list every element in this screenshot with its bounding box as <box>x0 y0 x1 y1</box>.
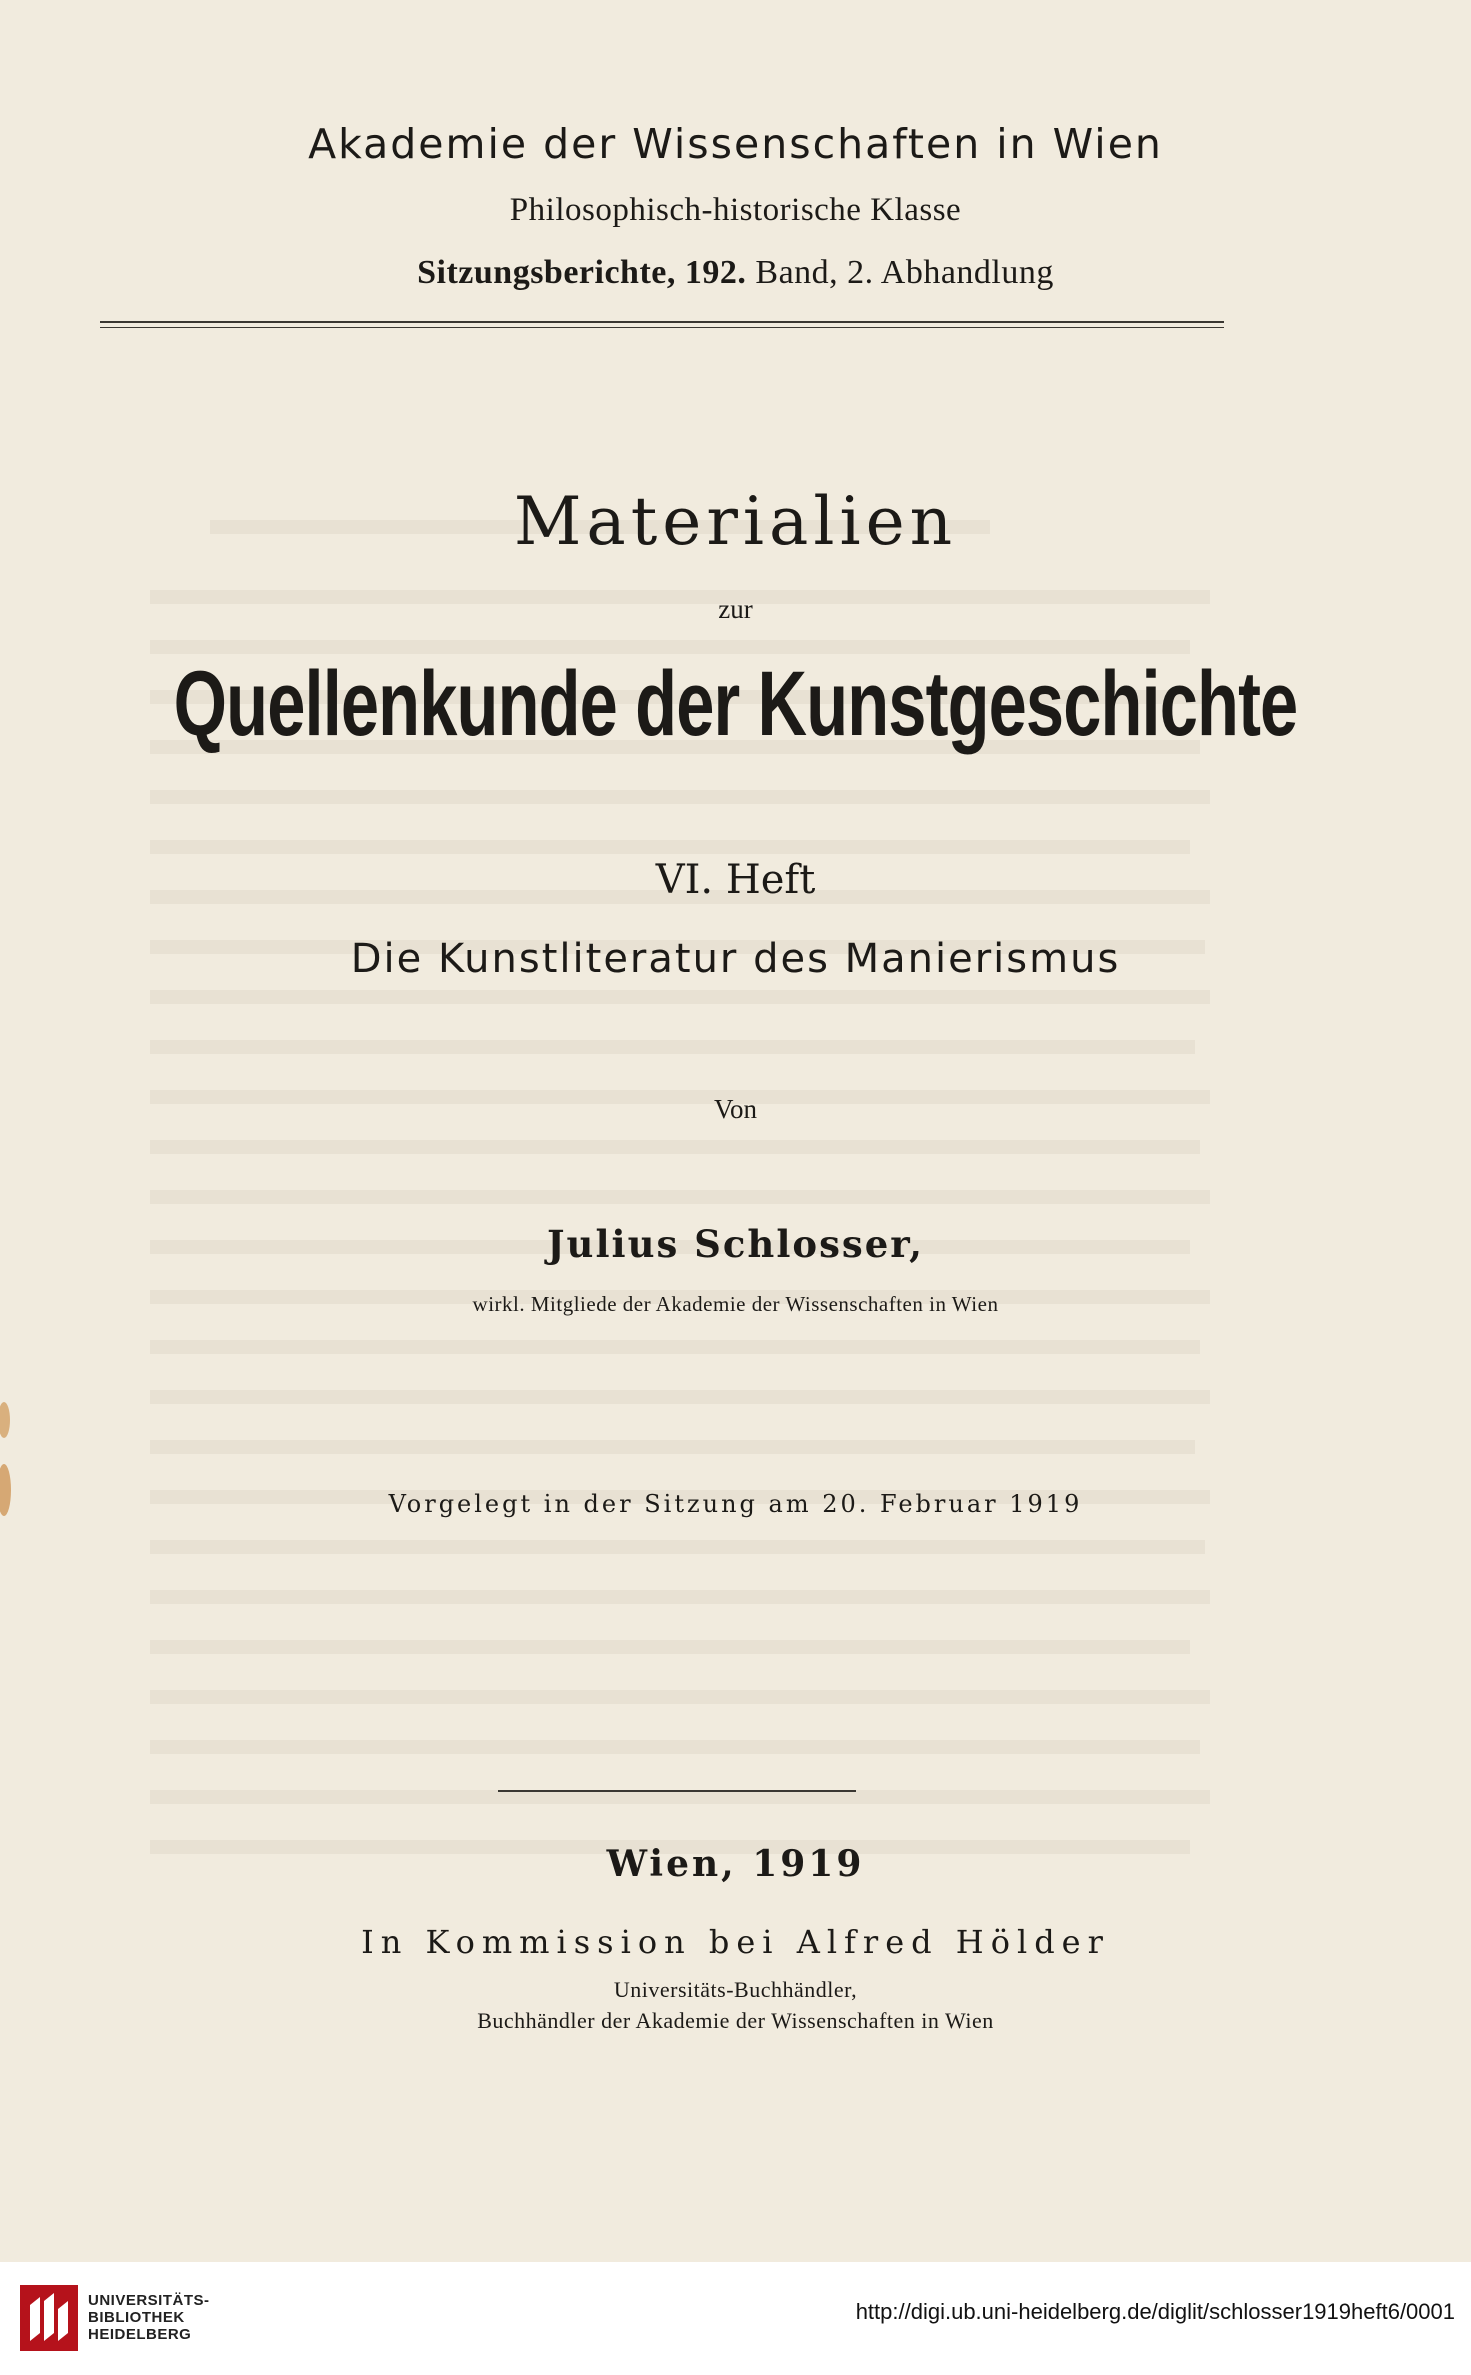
library-logo-text[interactable] <box>88 2292 210 2343</box>
series-line <box>0 254 1471 292</box>
logo-line-3: HEIDELBERG <box>88 2326 192 2343</box>
header-rule-top <box>100 321 1224 323</box>
library-logo-icon <box>18 2283 80 2353</box>
by-label: Von <box>713 1094 758 1124</box>
imprint-place-year: Wien, 1919 <box>606 1843 865 1885</box>
logo-line-2: BIBLIOTHEK <box>88 2309 185 2326</box>
imprint-line-1: Universitäts-Buchhändler, <box>613 1977 858 2002</box>
series-volume: Sitzungsberichte, 192. <box>417 254 747 291</box>
academy-name: Akademie der Wissenschaften in Wien <box>308 120 1163 168</box>
author-name: Julius Schlosser, <box>547 1222 924 1266</box>
header-rule-bottom <box>100 327 1224 328</box>
imprint-publisher: In Kommission bei Alfred Hölder <box>361 1923 1110 1961</box>
title-materialien: Materialien <box>513 483 958 560</box>
imprint-rule <box>498 1790 856 1792</box>
class-name: Philosophisch-historische Klasse <box>509 192 962 228</box>
presented-line: Vorgelegt in der Sitzung am 20. Februar 1919 <box>388 1490 1083 1518</box>
main-title: Quellenkunde der Kunstgeschichte <box>173 650 1298 755</box>
author-affiliation: wirkl. Mitgliede der Akademie der Wissenschaften in Wien <box>472 1292 999 1316</box>
subtitle: Die Kunstliteratur des Manierismus <box>350 936 1121 982</box>
logo-line-1: UNIVERSITÄTS- <box>88 2292 210 2309</box>
permalink-url[interactable]: http://digi.ub.uni-heidelberg.de/diglit/schlosser1919heft6/0001 <box>855 2299 1455 2324</box>
imprint-line-2: Buchhändler der Akademie der Wissenschaften in Wien <box>477 2008 994 2033</box>
volume-heft: VI. Heft <box>655 857 816 903</box>
series-part: Band, 2. Abhandlung <box>755 254 1054 291</box>
title-zur: zur <box>718 594 753 624</box>
